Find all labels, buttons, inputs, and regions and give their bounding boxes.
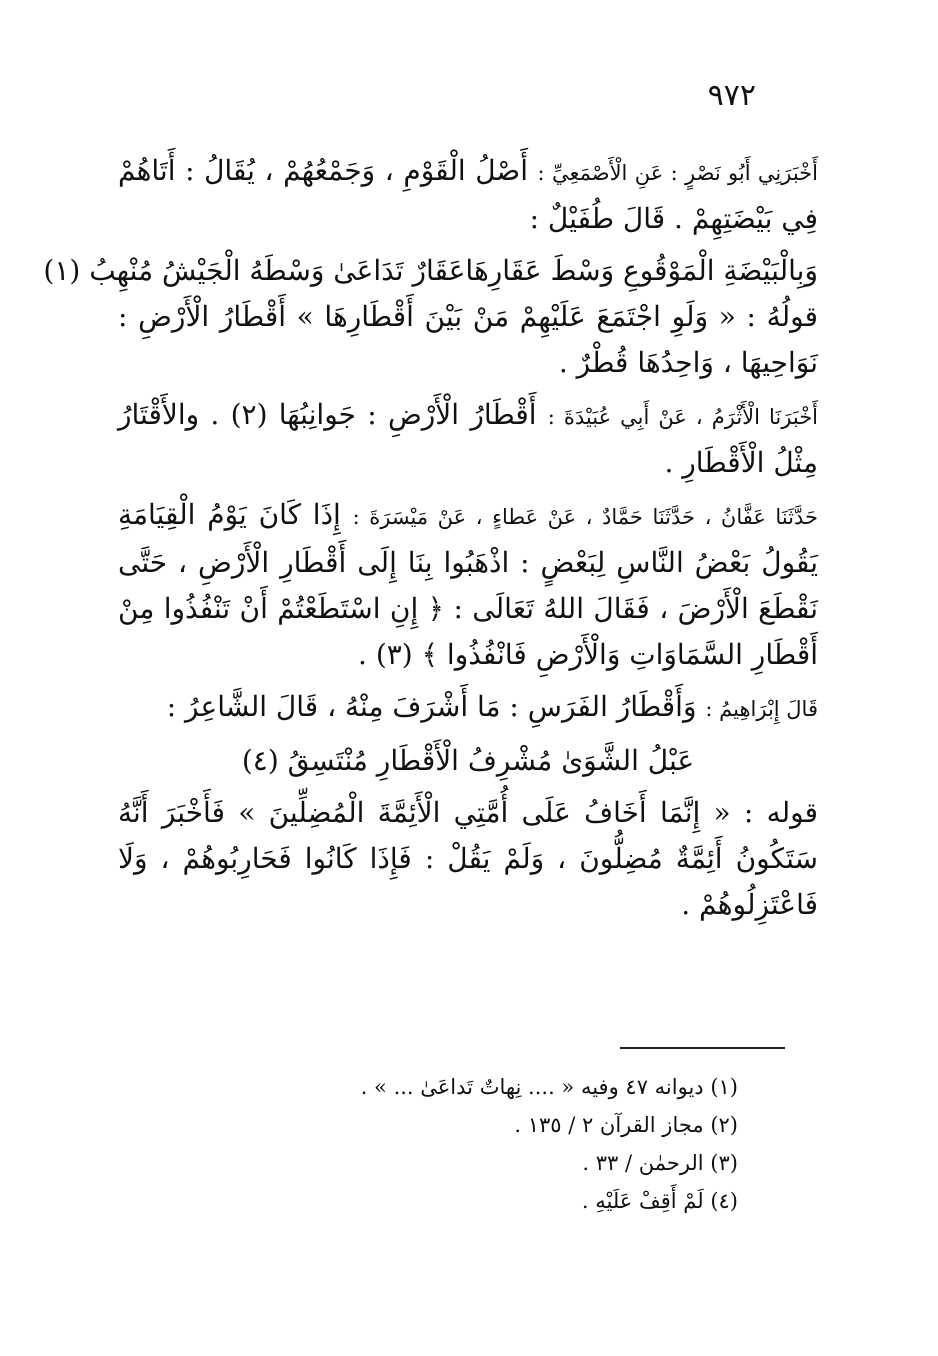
paragraph-2: قولُهُ : « وَلَوِ اجْتَمَعَ عَلَيْهِمْ مَنْ بَيْنَ أَقْطَارِهَا » أَقْطَارُ الْأَرْضِ : نَوَاحِيهَا ، وَاحِدُهَا قُطْرٌ .	[118, 300, 818, 379]
footnote-divider	[620, 1047, 785, 1049]
paragraph-4-text: إِذَا كَانَ يَوْمُ الْقِيَامَةِ يَقُولُ بَعْضُ النَّاسِ لِبَعْضٍ : اذْهَبُوا بِنَا إِلَى أَقْطَارِ الْأَرْضِ ، حَتَّى نَقْطَعَ الْأَرْضَ ، فَقَالَ اللهُ تَعَالَى : ﴿ إِنِ اسْتَطَعْتُمْ أَنْ تَنْفُذُوا مِنْ أَقْطَارِ السَّمَاوَاتِ وَالْأَرْضِ فَانْفُذُوا ﴾ (٣) .	[118, 498, 818, 671]
paragraph-5	[118, 684, 818, 732]
page-number: ٩٧٢	[707, 78, 756, 113]
isnad-4: حَدَّثَنَا عَفَّانُ ، حَدَّثَنَا حَمَّادٌ ، عَنْ عَطاءٍ ، عَنْ مَيْسَرَةَ :	[352, 505, 818, 529]
isnad-3: أَخْبَرَنَا الْأَثْرَمُ ، عَنْ أَبِي عُبَيْدَةَ :	[547, 405, 819, 429]
footnotes	[178, 1068, 738, 1220]
footnote-2: (٢) مجاز القرآن ٢ / ١٣٥ .	[514, 1113, 738, 1137]
verse-line-2: عَبْلُ الشَّوَىٰ مُشْرِفُ الْأَقْطَارِ مُنْتَسِقُ (٤)	[241, 744, 695, 777]
paragraph-4	[118, 492, 818, 678]
isnad-1: أَخْبَرَنِي أَبُو نَصْرٍ : عَنِ الْأَصْمَعِيِّ :	[537, 161, 818, 185]
verse-line-1	[43, 248, 818, 294]
isnad-5: قَالَ إِبْرَاهِيمُ :	[705, 697, 818, 721]
footnote-4: (٤) لَمْ أَقِفْ عَلَيْهِ .	[581, 1189, 738, 1213]
footnote-3: (٣) الرحمٰن / ٣٣ .	[582, 1151, 738, 1175]
paragraph-3	[118, 392, 818, 486]
verse-1-second-hemistich: عَقَارٌ تَدَاعَىٰ وَسْطَهُ الْجَيْشُ مُنْهِبُ (١)	[43, 254, 466, 287]
main-text	[43, 148, 819, 934]
paragraph-5-text: وَأَقْطَارُ الفَرَسِ : مَا أَشْرَفَ مِنْهُ ، قَالَ الشَّاعِرُ :	[166, 690, 697, 723]
footnote-1: (١) ديوانه ٤٧ وفيه « .... نِهاتٌ تَداعَىٰ ... » .	[360, 1075, 738, 1099]
paragraph-1	[118, 148, 818, 242]
paragraph-1-text: أَصْلُ الْقَوْمِ ، وَجَمْعُهُمْ ، يُقَالُ : أَتَاهُمْ فِي بَيْضَتِهِمْ . قَالَ طُفَيْلٌ :	[118, 154, 818, 235]
verse-1-first-hemistich: وَبِالْبَيْضَةِ الْمَوْقُوعِ وَسْطَ عَقَارِهَا	[465, 254, 818, 287]
paragraph-6: قوله : « إِنَّمَا أَخَافُ عَلَى أُمَّتِي الْأَئِمَّةَ الْمُضِلِّينَ » فَأَخْبَرَ أَنَّهُ سَتَكُونُ أَئِمَّةٌ مُضِلُّونَ ، وَلَمْ يَقُلْ : فَإِذَا كَانُوا فَحَارِبُوهُمْ ، وَلَا فَاعْتَزِلُوهُمْ .	[118, 796, 818, 921]
paragraph-3-text: أَقْطَارُ الْأَرْضِ : جَوانِبُهَا (٢) . والأَقْتَارُ مِثْلُ الْأَقْطَارِ .	[118, 398, 818, 479]
